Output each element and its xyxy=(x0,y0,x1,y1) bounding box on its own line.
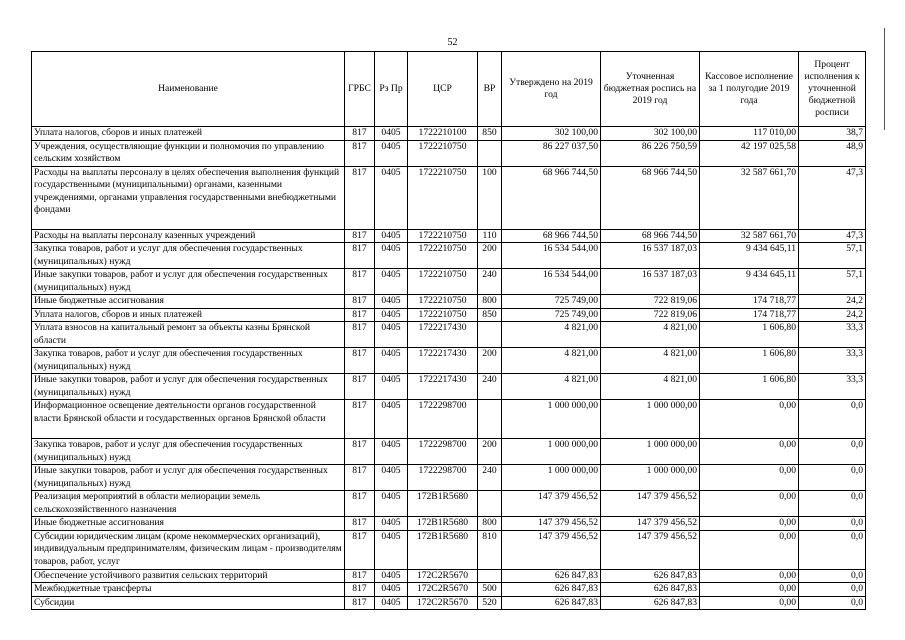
row-refined: 16 537 187,03 xyxy=(601,269,700,295)
row-csr: 1722210750 xyxy=(408,295,478,309)
row-refined: 147 379 456,52 xyxy=(601,491,700,517)
row-percent: 24,2 xyxy=(799,295,866,309)
row-refined: 626 847,83 xyxy=(601,583,700,597)
row-refined: 1 000 000,00 xyxy=(601,400,700,439)
row-refined: 86 226 750,59 xyxy=(601,140,700,166)
table-row xyxy=(32,374,866,400)
row-rzpr: 0405 xyxy=(375,269,408,295)
row-approved: 147 379 456,52 xyxy=(502,517,601,531)
table-row xyxy=(32,295,866,309)
row-execution: 174 718,77 xyxy=(700,295,799,309)
table-row xyxy=(32,322,866,348)
row-name: Реализация мероприятий в области мелиорации земель сельскохозяйственного назначения xyxy=(32,491,345,517)
header-grbs: ГРБС xyxy=(345,52,375,127)
row-csr: 172C2R5670 xyxy=(408,569,478,583)
row-rzpr: 0405 xyxy=(375,166,408,229)
row-name: Иные бюджетные ассигнования xyxy=(32,295,345,309)
row-grbs: 817 xyxy=(345,322,375,348)
row-vr: 240 xyxy=(478,374,502,400)
row-percent: 57,1 xyxy=(799,269,866,295)
row-grbs: 817 xyxy=(345,166,375,229)
row-percent: 0,0 xyxy=(799,465,866,491)
row-rzpr: 0405 xyxy=(375,229,408,243)
row-approved: 68 966 744,50 xyxy=(502,166,601,229)
row-refined: 1 000 000,00 xyxy=(601,465,700,491)
row-rzpr: 0405 xyxy=(375,491,408,517)
row-name: Иные бюджетные ассигнования xyxy=(32,517,345,531)
row-refined: 4 821,00 xyxy=(601,374,700,400)
table-row xyxy=(32,517,866,531)
row-rzpr: 0405 xyxy=(375,400,408,439)
table-row xyxy=(32,127,866,141)
row-grbs: 817 xyxy=(345,229,375,243)
row-execution: 32 587 661,70 xyxy=(700,229,799,243)
table-row xyxy=(32,569,866,583)
row-grbs: 817 xyxy=(345,439,375,465)
row-vr: 500 xyxy=(478,583,502,597)
row-rzpr: 0405 xyxy=(375,348,408,374)
row-csr: 172B1R5680 xyxy=(408,491,478,517)
row-percent: 33,3 xyxy=(799,322,866,348)
row-csr: 1722298700 xyxy=(408,439,478,465)
table-row xyxy=(32,308,866,322)
row-approved: 725 749,00 xyxy=(502,295,601,309)
row-rzpr: 0405 xyxy=(375,569,408,583)
budget-table xyxy=(31,51,866,610)
row-vr: 200 xyxy=(478,439,502,465)
row-grbs: 817 xyxy=(345,243,375,269)
row-csr: 1722210750 xyxy=(408,166,478,229)
table-row xyxy=(32,400,866,439)
row-refined: 4 821,00 xyxy=(601,322,700,348)
row-approved: 4 821,00 xyxy=(502,322,601,348)
row-percent: 38,7 xyxy=(799,127,866,141)
row-name: Расходы на выплаты персоналу в целях обеспечения выполнения функций государственными (муниципальными) органами, казенными учреждениями, органами управления государственными внебюджетными фондами xyxy=(32,166,345,229)
table-row xyxy=(32,243,866,269)
row-rzpr: 0405 xyxy=(375,374,408,400)
row-execution: 1 606,80 xyxy=(700,348,799,374)
table-row xyxy=(32,439,866,465)
row-vr xyxy=(478,491,502,517)
row-rzpr: 0405 xyxy=(375,140,408,166)
row-name: Субсидии юридическим лицам (кроме некоммерческих организаций), индивидуальным предпринимателям, физическим лицам - производителям товаров, работ, услуг xyxy=(32,530,345,569)
row-csr: 1722210100 xyxy=(408,127,478,141)
row-name: Иные закупки товаров, работ и услуг для обеспечения государственных (муниципальных) нужд xyxy=(32,374,345,400)
row-vr: 240 xyxy=(478,465,502,491)
row-vr: 100 xyxy=(478,166,502,229)
row-execution: 0,00 xyxy=(700,465,799,491)
row-name: Уплата взносов на капитальный ремонт за объекты казны Брянской области xyxy=(32,322,345,348)
row-csr: 1722217430 xyxy=(408,322,478,348)
row-execution: 0,00 xyxy=(700,530,799,569)
row-approved: 626 847,83 xyxy=(502,569,601,583)
row-percent: 48,9 xyxy=(799,140,866,166)
row-csr: 172B1R5680 xyxy=(408,530,478,569)
row-name: Учреждения, осуществляющие функции и полномочия по управлению сельским хозяйством xyxy=(32,140,345,166)
row-percent: 33,3 xyxy=(799,374,866,400)
row-rzpr: 0405 xyxy=(375,127,408,141)
row-rzpr: 0405 xyxy=(375,439,408,465)
row-execution: 1 606,80 xyxy=(700,322,799,348)
row-approved: 147 379 456,52 xyxy=(502,530,601,569)
row-name: Закупка товаров, работ и услуг для обеспечения государственных (муниципальных) нужд xyxy=(32,439,345,465)
row-execution: 32 587 661,70 xyxy=(700,166,799,229)
table-row xyxy=(32,583,866,597)
row-grbs: 817 xyxy=(345,465,375,491)
row-refined: 68 966 744,50 xyxy=(601,166,700,229)
row-grbs: 817 xyxy=(345,569,375,583)
row-vr: 200 xyxy=(478,243,502,269)
row-percent: 0,0 xyxy=(799,439,866,465)
row-csr: 1722210750 xyxy=(408,229,478,243)
row-vr xyxy=(478,569,502,583)
row-approved: 16 534 544,00 xyxy=(502,243,601,269)
header-percent: Процент исполнения к уточненной бюджетной росписи xyxy=(799,52,866,127)
row-approved: 4 821,00 xyxy=(502,348,601,374)
row-percent: 57,1 xyxy=(799,243,866,269)
row-execution: 0,00 xyxy=(700,400,799,439)
table-row xyxy=(32,491,866,517)
row-percent: 33,3 xyxy=(799,348,866,374)
row-grbs: 817 xyxy=(345,583,375,597)
row-vr xyxy=(478,322,502,348)
row-execution: 0,00 xyxy=(700,439,799,465)
row-rzpr: 0405 xyxy=(375,243,408,269)
row-percent: 0,0 xyxy=(799,517,866,531)
header-refined: Уточненная бюджетная роспись на 2019 год xyxy=(601,52,700,127)
table-row xyxy=(32,229,866,243)
row-csr: 172B1R5680 xyxy=(408,517,478,531)
row-grbs: 817 xyxy=(345,374,375,400)
row-approved: 626 847,83 xyxy=(502,583,601,597)
row-approved: 86 227 037,50 xyxy=(502,140,601,166)
row-refined: 722 819,06 xyxy=(601,295,700,309)
row-percent: 0,0 xyxy=(799,569,866,583)
row-csr: 1722210750 xyxy=(408,140,478,166)
row-execution: 0,00 xyxy=(700,517,799,531)
row-vr: 240 xyxy=(478,269,502,295)
row-execution: 0,00 xyxy=(700,596,799,610)
row-refined: 722 819,06 xyxy=(601,308,700,322)
row-percent: 24,2 xyxy=(799,308,866,322)
row-percent: 47,3 xyxy=(799,229,866,243)
header-execution: Кассовое исполнение за 1 полугодие 2019 года xyxy=(700,52,799,127)
row-name: Иные закупки товаров, работ и услуг для обеспечения государственных (муниципальных) нужд xyxy=(32,465,345,491)
table-row xyxy=(32,166,866,229)
row-refined: 626 847,83 xyxy=(601,596,700,610)
row-grbs: 817 xyxy=(345,348,375,374)
row-vr: 850 xyxy=(478,308,502,322)
row-grbs: 817 xyxy=(345,308,375,322)
row-name: Уплата налогов, сборов и иных платежей xyxy=(32,127,345,141)
row-grbs: 817 xyxy=(345,400,375,439)
row-csr: 1722210750 xyxy=(408,269,478,295)
row-execution: 117 010,00 xyxy=(700,127,799,141)
row-refined: 4 821,00 xyxy=(601,348,700,374)
row-name: Иные закупки товаров, работ и услуг для обеспечения государственных (муниципальных) нужд xyxy=(32,269,345,295)
row-refined: 16 537 187,03 xyxy=(601,243,700,269)
row-percent: 0,0 xyxy=(799,530,866,569)
row-name: Закупка товаров, работ и услуг для обеспечения государственных (муниципальных) нужд xyxy=(32,348,345,374)
row-grbs: 817 xyxy=(345,295,375,309)
row-execution: 0,00 xyxy=(700,491,799,517)
row-execution: 174 718,77 xyxy=(700,308,799,322)
table-row xyxy=(32,465,866,491)
row-approved: 4 821,00 xyxy=(502,374,601,400)
row-name: Закупка товаров, работ и услуг для обеспечения государственных (муниципальных) нужд xyxy=(32,243,345,269)
header-vr: ВР xyxy=(478,52,502,127)
row-approved: 626 847,83 xyxy=(502,596,601,610)
row-vr: 800 xyxy=(478,517,502,531)
row-refined: 626 847,83 xyxy=(601,569,700,583)
row-vr: 800 xyxy=(478,295,502,309)
table-row xyxy=(32,530,866,569)
row-grbs: 817 xyxy=(345,596,375,610)
row-rzpr: 0405 xyxy=(375,308,408,322)
row-vr: 110 xyxy=(478,229,502,243)
table-header-row xyxy=(32,52,866,127)
row-vr xyxy=(478,140,502,166)
row-approved: 302 100,00 xyxy=(502,127,601,141)
row-grbs: 817 xyxy=(345,491,375,517)
row-refined: 68 966 744,50 xyxy=(601,229,700,243)
row-csr: 172C2R5670 xyxy=(408,596,478,610)
row-vr: 810 xyxy=(478,530,502,569)
row-csr: 1722217430 xyxy=(408,348,478,374)
row-vr: 520 xyxy=(478,596,502,610)
page-number: 52 xyxy=(447,37,458,48)
row-execution: 9 434 645,11 xyxy=(700,243,799,269)
margin-line xyxy=(884,28,885,130)
row-percent: 0,0 xyxy=(799,491,866,517)
row-vr: 200 xyxy=(478,348,502,374)
row-name: Информационное освещение деятельности органов государственной власти Брянской области и государственных органов Брянской области xyxy=(32,400,345,439)
row-refined: 147 379 456,52 xyxy=(601,517,700,531)
row-csr: 172C2R5670 xyxy=(408,583,478,597)
row-approved: 1 000 000,00 xyxy=(502,439,601,465)
row-grbs: 817 xyxy=(345,127,375,141)
row-grbs: 817 xyxy=(345,530,375,569)
table-row xyxy=(32,140,866,166)
row-name: Обеспечение устойчивого развития сельских территорий xyxy=(32,569,345,583)
row-rzpr: 0405 xyxy=(375,530,408,569)
row-csr: 1722210750 xyxy=(408,243,478,269)
row-rzpr: 0405 xyxy=(375,465,408,491)
row-approved: 1 000 000,00 xyxy=(502,400,601,439)
row-percent: 0,0 xyxy=(799,596,866,610)
row-execution: 9 434 645,11 xyxy=(700,269,799,295)
row-approved: 725 749,00 xyxy=(502,308,601,322)
row-refined: 1 000 000,00 xyxy=(601,439,700,465)
header-name: Наименование xyxy=(32,52,345,127)
row-rzpr: 0405 xyxy=(375,322,408,348)
row-rzpr: 0405 xyxy=(375,295,408,309)
table-body xyxy=(32,127,866,610)
row-percent: 0,0 xyxy=(799,583,866,597)
table-row xyxy=(32,348,866,374)
table-row xyxy=(32,269,866,295)
row-name: Субсидии xyxy=(32,596,345,610)
row-grbs: 817 xyxy=(345,517,375,531)
table-row xyxy=(32,596,866,610)
row-vr xyxy=(478,400,502,439)
row-percent: 0,0 xyxy=(799,400,866,439)
row-vr: 850 xyxy=(478,127,502,141)
row-execution: 42 197 025,58 xyxy=(700,140,799,166)
row-name: Межбюджетные трансферты xyxy=(32,583,345,597)
row-percent: 47,3 xyxy=(799,166,866,229)
row-approved: 1 000 000,00 xyxy=(502,465,601,491)
header-csr: ЦСР xyxy=(408,52,478,127)
row-grbs: 817 xyxy=(345,140,375,166)
row-csr: 1722298700 xyxy=(408,465,478,491)
row-execution: 0,00 xyxy=(700,569,799,583)
row-rzpr: 0405 xyxy=(375,517,408,531)
row-csr: 1722217430 xyxy=(408,374,478,400)
row-grbs: 817 xyxy=(345,269,375,295)
row-refined: 147 379 456,52 xyxy=(601,530,700,569)
row-csr: 1722210750 xyxy=(408,308,478,322)
row-refined: 302 100,00 xyxy=(601,127,700,141)
row-rzpr: 0405 xyxy=(375,596,408,610)
row-csr: 1722298700 xyxy=(408,400,478,439)
row-rzpr: 0405 xyxy=(375,583,408,597)
row-approved: 16 534 544,00 xyxy=(502,269,601,295)
row-approved: 68 966 744,50 xyxy=(502,229,601,243)
row-name: Расходы на выплаты персоналу казенных учреждений xyxy=(32,229,345,243)
row-execution: 0,00 xyxy=(700,583,799,597)
header-rzpr: Рз Пр xyxy=(375,52,408,127)
row-name: Уплата налогов, сборов и иных платежей xyxy=(32,308,345,322)
header-approved: Утверждено на 2019 год xyxy=(502,52,601,127)
row-approved: 147 379 456,52 xyxy=(502,491,601,517)
row-execution: 1 606,80 xyxy=(700,374,799,400)
